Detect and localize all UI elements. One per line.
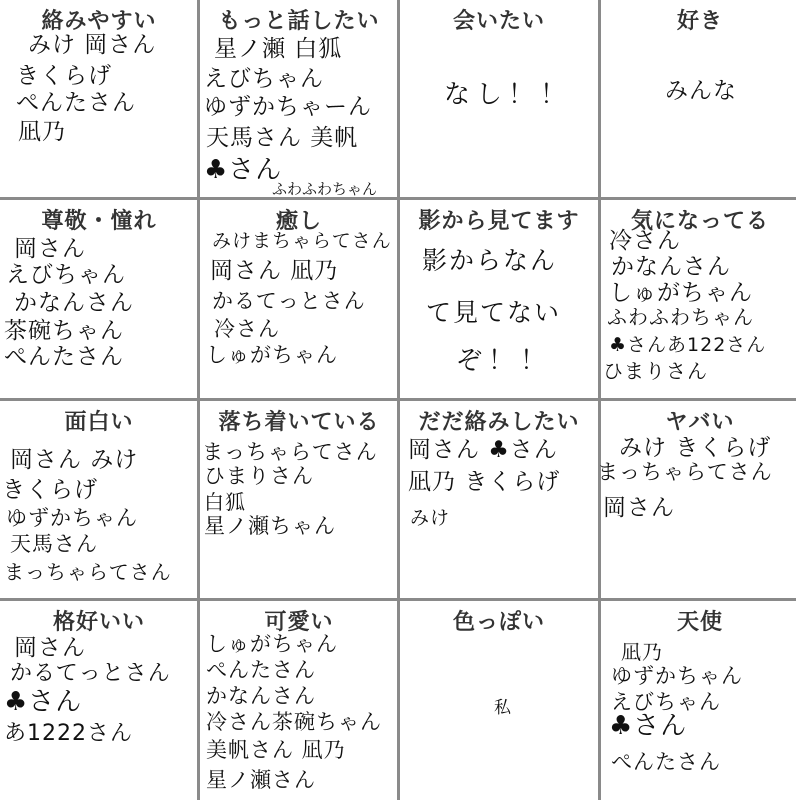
- name-line: しゅがちゃん: [206, 343, 338, 367]
- cell-title: もっと話したい: [218, 9, 380, 34]
- name-line: えびちゃん: [204, 66, 324, 92]
- cell-title: 気になってる: [630, 209, 769, 234]
- cell-title: だだ絡みしたい: [418, 410, 580, 435]
- name-line: かなんさん: [206, 684, 316, 708]
- name-line: みんな: [665, 78, 737, 104]
- cell-dada-karami: [400, 401, 598, 599]
- cell-suki: [601, 0, 796, 198]
- cell-iroppoi: [400, 601, 598, 799]
- name-line: て見てない: [426, 298, 562, 327]
- cell-title: 色っぽい: [452, 610, 545, 635]
- name-line: ♣さん: [4, 687, 83, 717]
- name-line: 冷さん: [609, 228, 681, 254]
- cell-title: 尊敬・憧れ: [41, 209, 157, 234]
- cell-title: 格好いい: [52, 610, 145, 635]
- cell-title: 天使: [676, 610, 723, 635]
- cell-kakko-ii: [0, 601, 198, 799]
- name-line: みけ 岡さん: [28, 32, 157, 58]
- name-line: まっちゃらてさん: [4, 560, 172, 584]
- name-line: 星ノ瀬 白狐: [214, 36, 343, 62]
- cell-title: 落ち着いている: [218, 410, 380, 435]
- name-line: かるてっとさん: [212, 289, 366, 313]
- name-line: ゆずかちゃん: [611, 664, 743, 688]
- name-line: 冷さん: [214, 317, 280, 341]
- name-line: 凪乃: [18, 119, 66, 145]
- name-line: 美帆さん 凪乃: [206, 738, 346, 762]
- cell-iyashi: [200, 200, 398, 398]
- name-line: 冷さん茶碗ちゃん: [206, 710, 382, 734]
- name-line: 白狐: [204, 490, 246, 514]
- name-line: ぺんたさん: [206, 658, 316, 682]
- cell-ki-ni-natteru: [601, 200, 796, 398]
- name-line: ふわふわちゃん: [607, 305, 754, 329]
- name-line: 岡さん 凪乃: [210, 258, 339, 284]
- name-line: ひまりさん: [603, 359, 708, 383]
- name-line: 影からなん: [422, 246, 558, 275]
- name-line: しゅがちゃん: [206, 632, 338, 656]
- name-line: ゆずかちゃん: [6, 506, 138, 530]
- cell-aitai: [400, 0, 598, 198]
- name-line: みけ: [410, 507, 451, 529]
- name-line: かなんさん: [14, 290, 134, 316]
- cell-title: 絡みやすい: [41, 9, 157, 34]
- name-line: 凪乃 きくらげ: [408, 469, 561, 495]
- cell-title: 面白い: [64, 410, 134, 435]
- name-line: まっちゃらてさん: [597, 460, 773, 484]
- name-line: ♣さん: [609, 711, 688, 741]
- name-line: しゅがちゃん: [609, 280, 753, 306]
- name-line: 天馬さん 美帆: [206, 125, 359, 151]
- name-line: 岡さん: [14, 236, 86, 262]
- cell-sonkei-akogare: [0, 200, 198, 398]
- cell-omoshiroi: [0, 401, 198, 599]
- cell-motto-hanashitai: [200, 0, 398, 198]
- cell-title: ヤバい: [665, 410, 735, 435]
- name-line: まっちゃらてさん: [202, 440, 378, 464]
- name-line: ♣さん: [204, 155, 283, 185]
- cell-yabai: [597, 401, 796, 599]
- name-line: 星ノ瀬ちゃん: [204, 514, 336, 538]
- name-line: ♣さんあ122さん: [609, 334, 767, 356]
- name-line: ぞ！！: [456, 346, 553, 376]
- cell-title: 影から見てます: [418, 209, 580, 234]
- name-line: 岡さん みけ: [10, 447, 139, 473]
- name-line: えびちゃん: [6, 262, 126, 288]
- name-line: 星ノ瀬さん: [206, 768, 316, 792]
- name-line: ゆずかちゃーん: [204, 94, 372, 120]
- name-line: きくらげ: [16, 63, 112, 89]
- cell-title: 好き: [676, 9, 723, 34]
- name-line: 茶碗ちゃん: [4, 318, 124, 344]
- cell-title: 可愛い: [264, 610, 334, 635]
- name-line: かなんさん: [611, 254, 731, 280]
- name-line: 岡さん: [603, 495, 675, 521]
- name-line: 天馬さん: [10, 532, 98, 556]
- cell-kawaii: [200, 601, 398, 799]
- name-line: えびちゃん: [611, 690, 721, 714]
- name-line: ぺんたさん: [16, 90, 136, 116]
- cell-kage-kara: [400, 200, 598, 398]
- name-line: ふわふわちゃん: [272, 180, 378, 198]
- name-line: みけ きくらげ: [619, 435, 772, 461]
- name-line: きくらげ: [2, 477, 98, 503]
- cell-title: 癒し: [275, 209, 322, 234]
- name-line: 凪乃: [621, 640, 663, 664]
- cell-title: 会いたい: [452, 9, 545, 34]
- cell-karami-yasui: [0, 0, 198, 198]
- name-line: 私: [494, 698, 512, 718]
- name-line: ひまりさん: [204, 464, 314, 488]
- name-line: 岡さん ♣さん: [408, 437, 558, 463]
- name-line: ぺんたさん: [611, 750, 721, 774]
- cell-ochitsuite-iru: [200, 401, 398, 599]
- name-line: ぺんたさん: [4, 344, 124, 370]
- name-line: 岡さん: [14, 635, 86, 661]
- name-line: かるてっとさん: [10, 661, 171, 686]
- cell-tenshi: [601, 601, 796, 799]
- name-line: あ1222さん: [4, 721, 133, 746]
- name-line: なし！！: [444, 80, 573, 110]
- name-line: みけまちゃらてさん: [212, 230, 392, 252]
